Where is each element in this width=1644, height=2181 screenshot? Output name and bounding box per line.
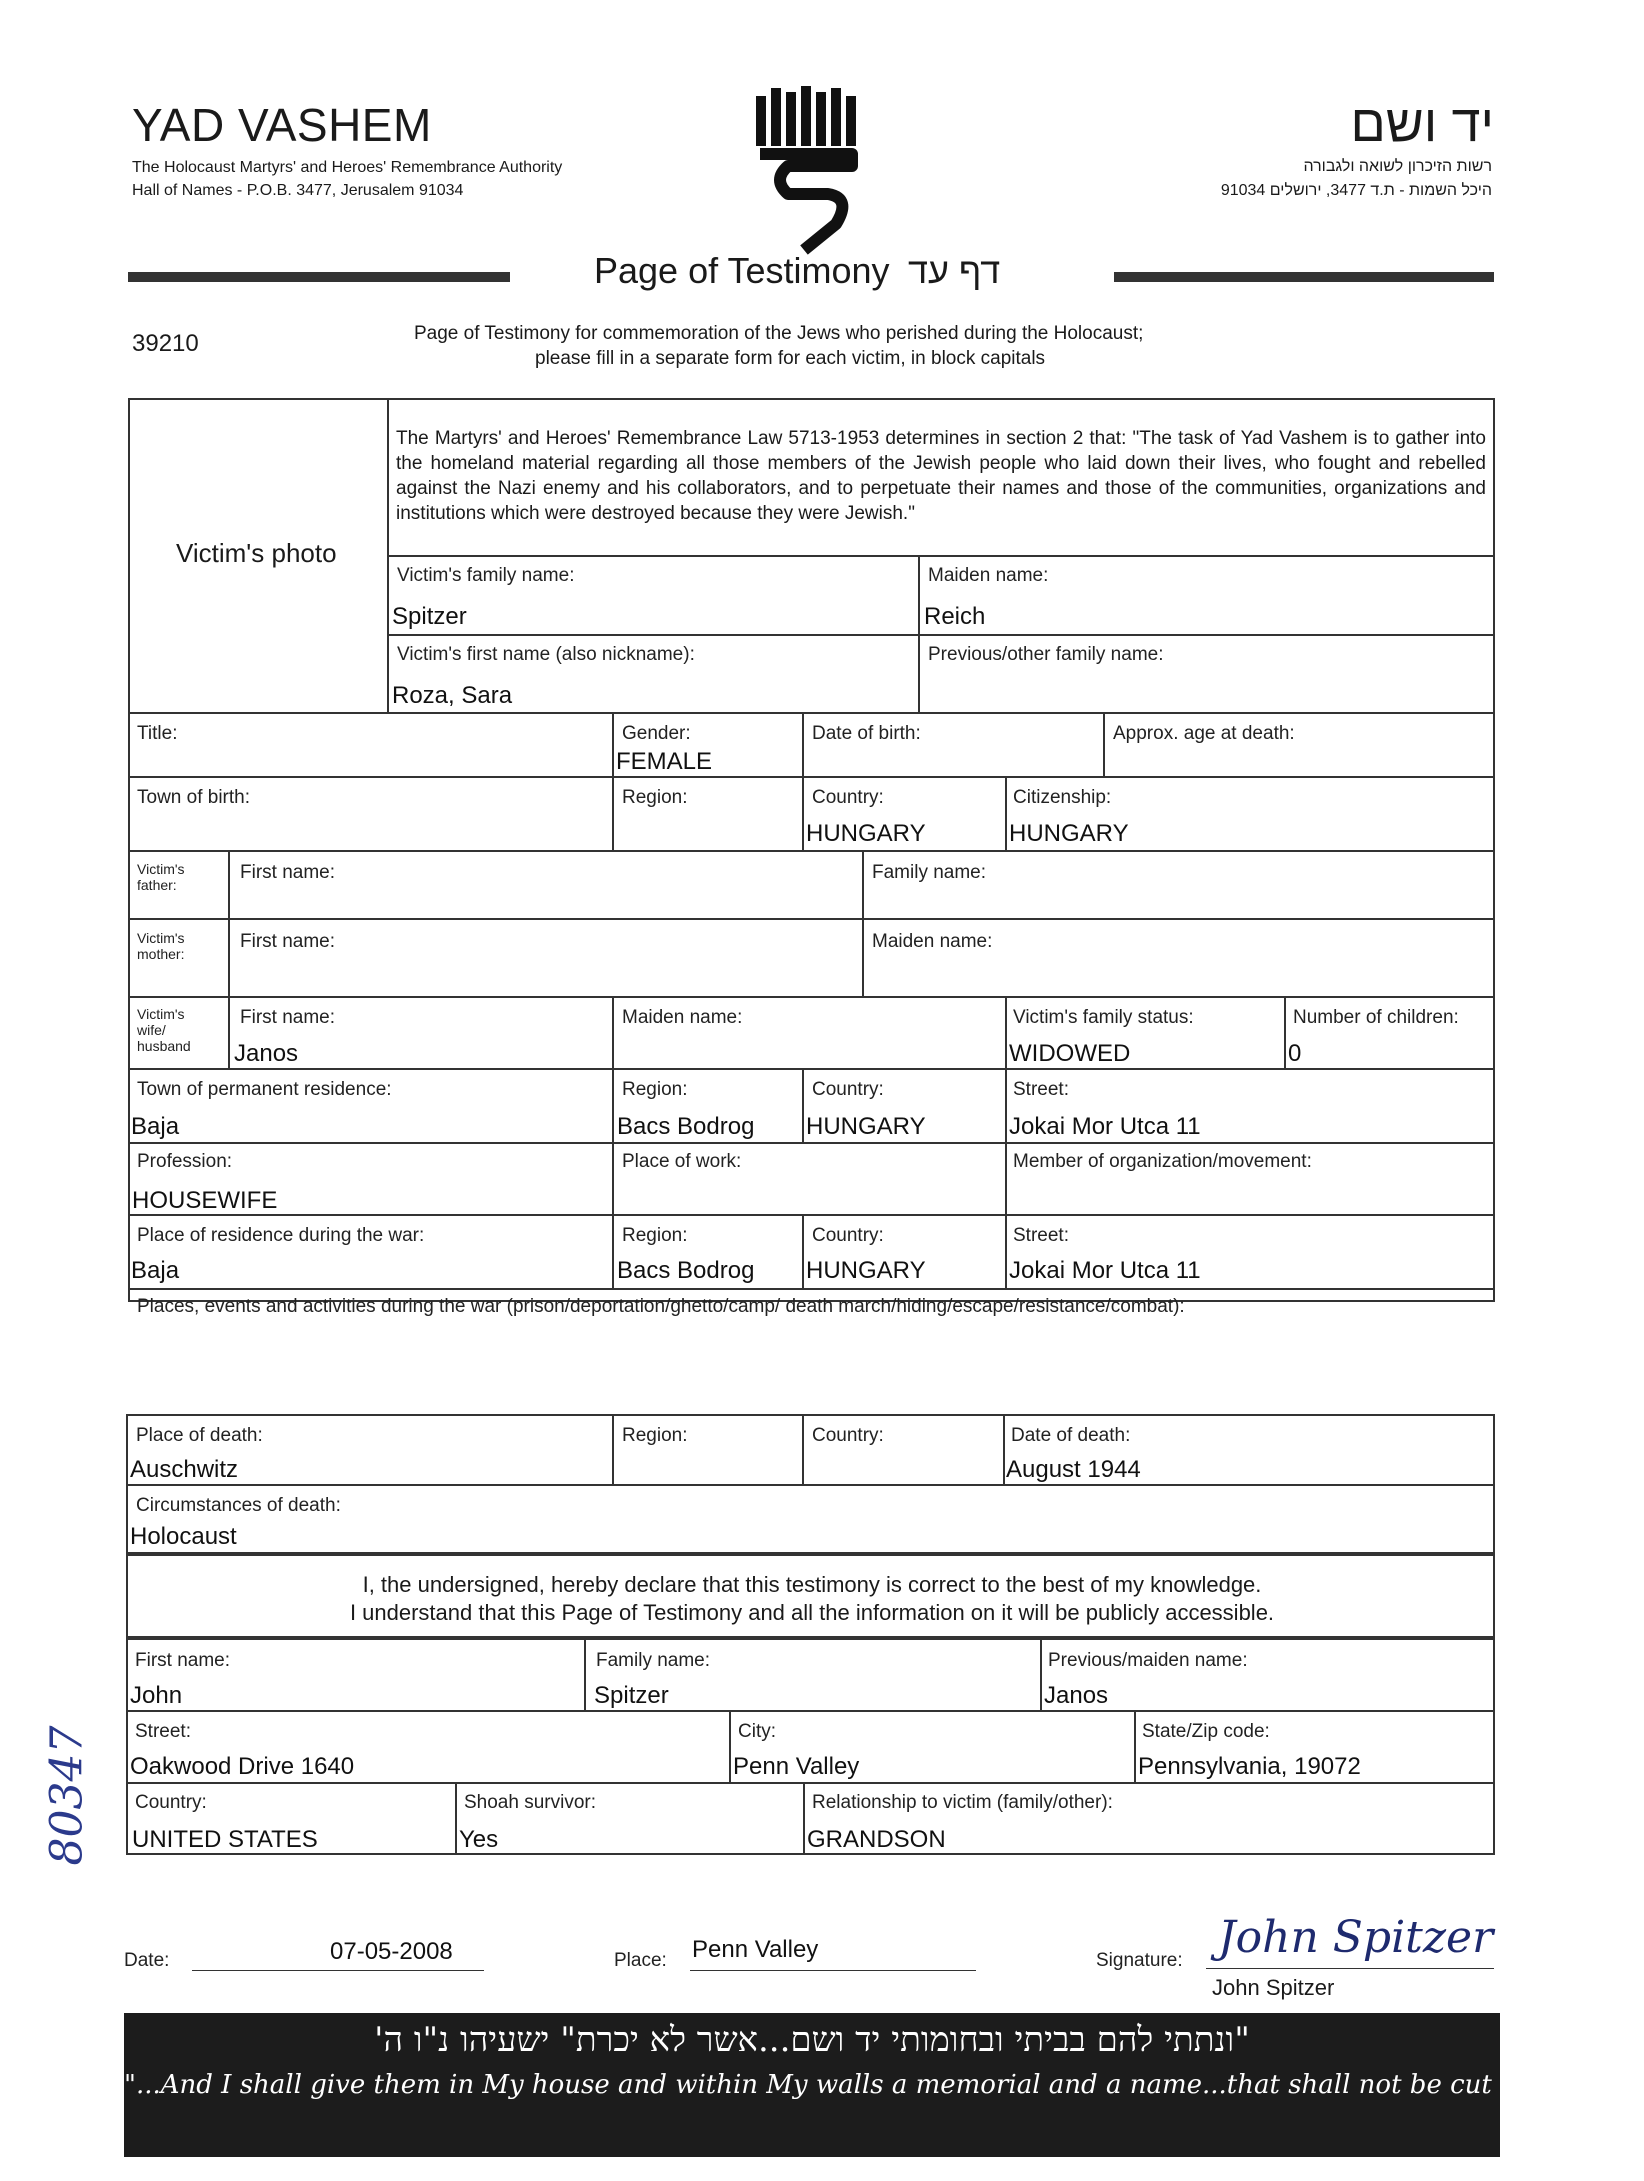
spouse-first-label: First name: [240,1007,336,1028]
spouse-side-label: Victim's wife/ husband [137,1006,191,1054]
gender-value[interactable]: FEMALE [616,748,713,775]
submitter-first-label: First name: [135,1650,231,1671]
war-country-value[interactable]: HUNGARY [806,1257,926,1284]
citizenship-value[interactable]: HUNGARY [1009,820,1129,847]
org-subtitle: The Holocaust Martyrs' and Heroes' Remembrance Authority [132,159,563,176]
date-death-label: Date of death: [1011,1425,1131,1446]
place-line [690,1970,976,1971]
place-work-label: Place of work: [622,1151,742,1172]
first-name-value[interactable]: Roza, Sara [392,682,513,709]
submitter-prev-label: Previous/maiden name: [1048,1650,1248,1671]
war-town-value[interactable]: Baja [131,1257,180,1284]
footer-reference: Isaiah 56:5 [1554,2078,1644,2097]
death-region-label: Region: [622,1425,688,1446]
place-label: Place: [614,1950,667,1971]
intro-line-1: Page of Testimony for commemoration of the Jews who perished during the Holocaust; [414,323,1144,344]
circumstances-value[interactable]: Holocaust [130,1523,237,1550]
mother-side-label: Victim's mother: [137,930,185,962]
gender-label: Gender: [622,723,691,744]
mother-first-label: First name: [240,931,336,952]
war-region-label: Region: [622,1225,688,1246]
footer-english-line [124,2070,1644,2100]
survivor-label: Shoah survivor: [464,1792,597,1813]
num-children-value[interactable]: 0 [1288,1040,1302,1067]
residence-street-value[interactable]: Jokai Mor Utca 11 [1009,1113,1201,1140]
side-number: 80347 [41,1725,93,1866]
maiden-name-label: Maiden name: [928,565,1049,586]
declaration-line-1: I, the undersigned, hereby declare that this testimony is correct to the best of my knowledge. [362,1572,1262,1597]
citizenship-label: Citizenship: [1013,787,1112,808]
town-birth-label: Town of birth: [137,787,250,808]
prev-family-label: Previous/other family name: [928,644,1164,665]
submitter-prev-value[interactable]: Janos [1044,1682,1109,1709]
submitter-city-label: City: [738,1721,776,1742]
submitter-first-value[interactable]: John [130,1682,183,1709]
submitter-country-value[interactable]: UNITED STATES [132,1826,318,1853]
submitter-form [126,1638,1495,1855]
submitter-country-label: Country: [135,1792,207,1813]
town-residence-label: Town of permanent residence: [137,1079,392,1100]
signature-line [1206,1968,1494,1969]
circumstances-label: Circumstances of death: [136,1495,341,1516]
place-death-value[interactable]: Auschwitz [130,1456,239,1483]
war-residence-label: Place of residence during the war: [137,1225,425,1246]
signature-name: John Spitzer [1212,1975,1335,2000]
family-name-value[interactable]: Spitzer [392,603,467,630]
signature-handwritten: John Spitzer [1218,1912,1494,1963]
date-value[interactable]: 07-05-2008 [330,1938,453,1965]
war-events-label: Places, events and activities during the war (prison/deportation/ghetto/camp/ death march/hiding/escape/resistance/combat): [137,1296,1185,1317]
org-address-hebrew: היכל השמות - ת.ד 3477, ירושלים 91034 [1220,182,1492,199]
submitter-family-value[interactable]: Spitzer [594,1682,669,1709]
footer-english: "...And I shall give them in My house and within My walls a memorial and a name...that shall not be cut off" [124,2070,1547,2100]
father-family-label: Family name: [872,862,987,883]
father-first-label: First name: [240,862,336,883]
submitter-city-value[interactable]: Penn Valley [733,1753,860,1780]
residence-country-label: Country: [812,1079,884,1100]
residence-street-label: Street: [1013,1079,1069,1100]
first-name-label: Victim's first name (also nickname): [397,644,695,665]
spouse-first-value[interactable]: Janos [234,1040,299,1067]
title-label: Title: [137,723,178,744]
residence-region-value[interactable]: Bacs Bodrog [617,1113,755,1140]
relationship-label: Relationship to victim (family/other): [812,1792,1113,1813]
org-name-hebrew: יד ושם [1350,95,1494,153]
submitter-family-label: Family name: [596,1650,711,1671]
war-street-label: Street: [1013,1225,1069,1246]
submitter-state-label: State/Zip code: [1142,1721,1270,1742]
form-number: 39210 [132,330,199,357]
town-residence-value[interactable]: Baja [131,1113,180,1140]
spouse-maiden-label: Maiden name: [622,1007,743,1028]
family-status-value[interactable]: WIDOWED [1009,1040,1131,1067]
submitter-state-value[interactable]: Pennsylvania, 19072 [1138,1753,1361,1780]
signature-label: Signature: [1096,1950,1183,1971]
place-death-label: Place of death: [136,1425,263,1446]
title-rule-left [128,272,510,282]
death-country-label: Country: [812,1425,884,1446]
family-name-label: Victim's family name: [397,565,575,586]
birth-country-value[interactable]: HUNGARY [806,820,926,847]
residence-region-label: Region: [622,1079,688,1100]
law-text: The Martyrs' and Heroes' Remembrance Law 5713-1953 determines in section 2 that: "The task of Yad Vashem is to gather into the homeland material regarding all those members of the Jewish people who laid down their lives, who fought and rebelled against the Nazi enemy and his collaborators, and to perpetuate their names and those of the communities, organizations and institutions which were destroyed because they were Jewish." [396,428,1486,524]
form-title: Page of Testimony [594,250,890,291]
mother-maiden-label: Maiden name: [872,931,993,952]
title-rule-right [1114,272,1494,282]
submitter-street-value[interactable]: Oakwood Drive 1640 [130,1753,355,1780]
photo-label: Victim's photo [176,538,337,568]
relationship-value[interactable]: GRANDSON [807,1826,946,1853]
date-label: Date: [124,1950,170,1971]
org-address: Hall of Names - P.O.B. 3477, Jerusalem 91034 [132,182,464,199]
intro-line-2: please fill in a separate form for each victim, in block capitals [535,348,1046,369]
org-name: YAD VASHEM [132,99,432,151]
profession-label: Profession: [137,1151,233,1172]
submitter-street-label: Street: [135,1721,191,1742]
birth-region-label: Region: [622,787,688,808]
declaration-line-2: I understand that this Page of Testimony and all the information on it will be publicly accessible. [349,1600,1275,1625]
place-value[interactable]: Penn Valley [692,1936,819,1963]
war-street-value[interactable]: Jokai Mor Utca 11 [1009,1257,1201,1284]
profession-value[interactable]: HOUSEWIFE [132,1187,278,1214]
maiden-name-value[interactable]: Reich [924,603,986,630]
age-label: Approx. age at death: [1113,723,1295,744]
num-children-label: Number of children: [1293,1007,1459,1028]
father-side-label: Victim's father: [137,861,185,893]
footer-hebrew: "ונתתי להם בביתי ובחומותי יד ושם...אשר לא יכרת" ישעיהו נ"ו ה' [374,2020,1250,2060]
war-region-value[interactable]: Bacs Bodrog [617,1257,755,1284]
survivor-value[interactable]: Yes [459,1826,499,1853]
member-org-label: Member of organization/movement: [1013,1151,1312,1172]
yad-vashem-logo [748,84,868,254]
birth-country-label: Country: [812,787,884,808]
residence-country-value[interactable]: HUNGARY [806,1113,926,1140]
war-country-label: Country: [812,1225,884,1246]
date-line [192,1970,484,1971]
form-title-hebrew: דף עד [908,250,1001,291]
dob-label: Date of birth: [812,723,921,744]
org-subtitle-hebrew: רשות הזיכרון לשואה ולגבורה [1303,158,1492,175]
date-death-value[interactable]: August 1944 [1006,1456,1141,1483]
family-status-label: Victim's family status: [1013,1007,1194,1028]
